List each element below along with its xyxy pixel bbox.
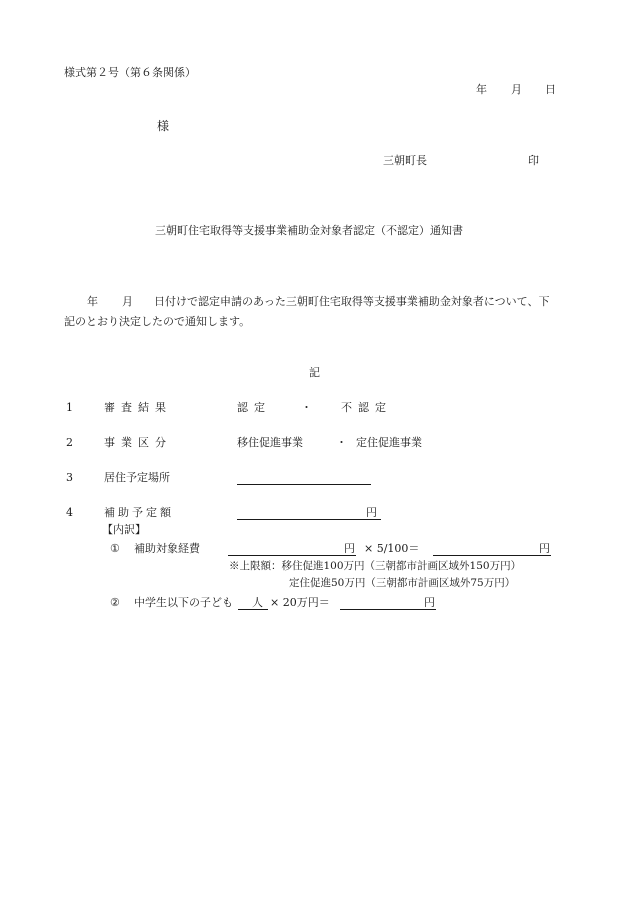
breakdown-2-label: 中学生以下の子ども [134,596,233,609]
body-text-line2: 記のとおり決定したので通知します。 [64,315,251,328]
document-title: 三朝町住宅取得等支援事業補助金対象者認定（不認定）通知書 [155,224,463,237]
breakdown-1-result-field[interactable] [433,543,551,556]
cap-note-relocation: ※上限額：移住促進100万円（三朝都市計画区域外150万円） [229,560,522,572]
body-month: 月 [122,295,133,308]
item-2-option-relocation: 移住促進事業 [237,436,303,449]
breakdown-2-formula: × 20万円＝ [270,596,330,609]
item-3-number: 3 [66,471,73,484]
children-count-field[interactable] [238,597,268,610]
item-1-option-approved: 認定 [237,401,271,414]
issuer-name: 三朝町長 [383,154,427,167]
eligible-expense-field[interactable] [228,543,356,556]
breakdown-1-result-unit: 円 [539,542,550,555]
item-4-number: 4 [66,506,73,519]
breakdown-2-result-unit: 円 [424,596,435,609]
item-1-number: 1 [66,401,73,414]
date-day: 日 [545,83,556,96]
form-number: 様式第２号（第６条関係） [64,66,196,79]
ki-heading: 記 [309,366,320,379]
breakdown-2-result-field[interactable] [340,597,436,610]
breakdown-2-marker: ② [110,596,120,609]
cap-note-settlement: 定住促進50万円（三朝都市計画区域外75万円） [289,577,516,589]
subsidy-amount-field[interactable] [237,507,381,520]
item-1-option-rejected: 不認定 [341,401,392,414]
children-count-unit: 人 [252,596,263,609]
item-4-label: 補助予定額 [104,506,174,519]
breakdown-header: 【内訳】 [102,523,146,536]
body-text-line1: 日付けで認定申請のあった三朝町住宅取得等支援事業補助金対象者について、下 [154,295,550,308]
body-year: 年 [87,295,98,308]
residence-field[interactable] [237,472,371,485]
item-2-number: 2 [66,436,73,449]
date-year: 年 [476,83,487,96]
item-2-option-settlement: 定住促進事業 [356,436,422,449]
breakdown-1-label: 補助対象経費 [134,542,200,555]
item-2-separator: ・ [336,436,347,449]
eligible-expense-unit: 円 [344,542,355,555]
item-1-label: 審査結果 [104,401,172,414]
subsidy-amount-unit: 円 [366,506,377,519]
addressee-honorific: 様 [157,119,170,133]
item-2-label: 事業区分 [104,436,172,449]
seal-mark: 印 [528,154,539,167]
date-month: 月 [511,83,522,96]
item-3-label: 居住予定場所 [104,471,170,484]
breakdown-1-formula: × 5/100＝ [364,542,420,555]
item-1-separator: ・ [301,401,312,414]
breakdown-1-marker: ① [110,542,120,555]
